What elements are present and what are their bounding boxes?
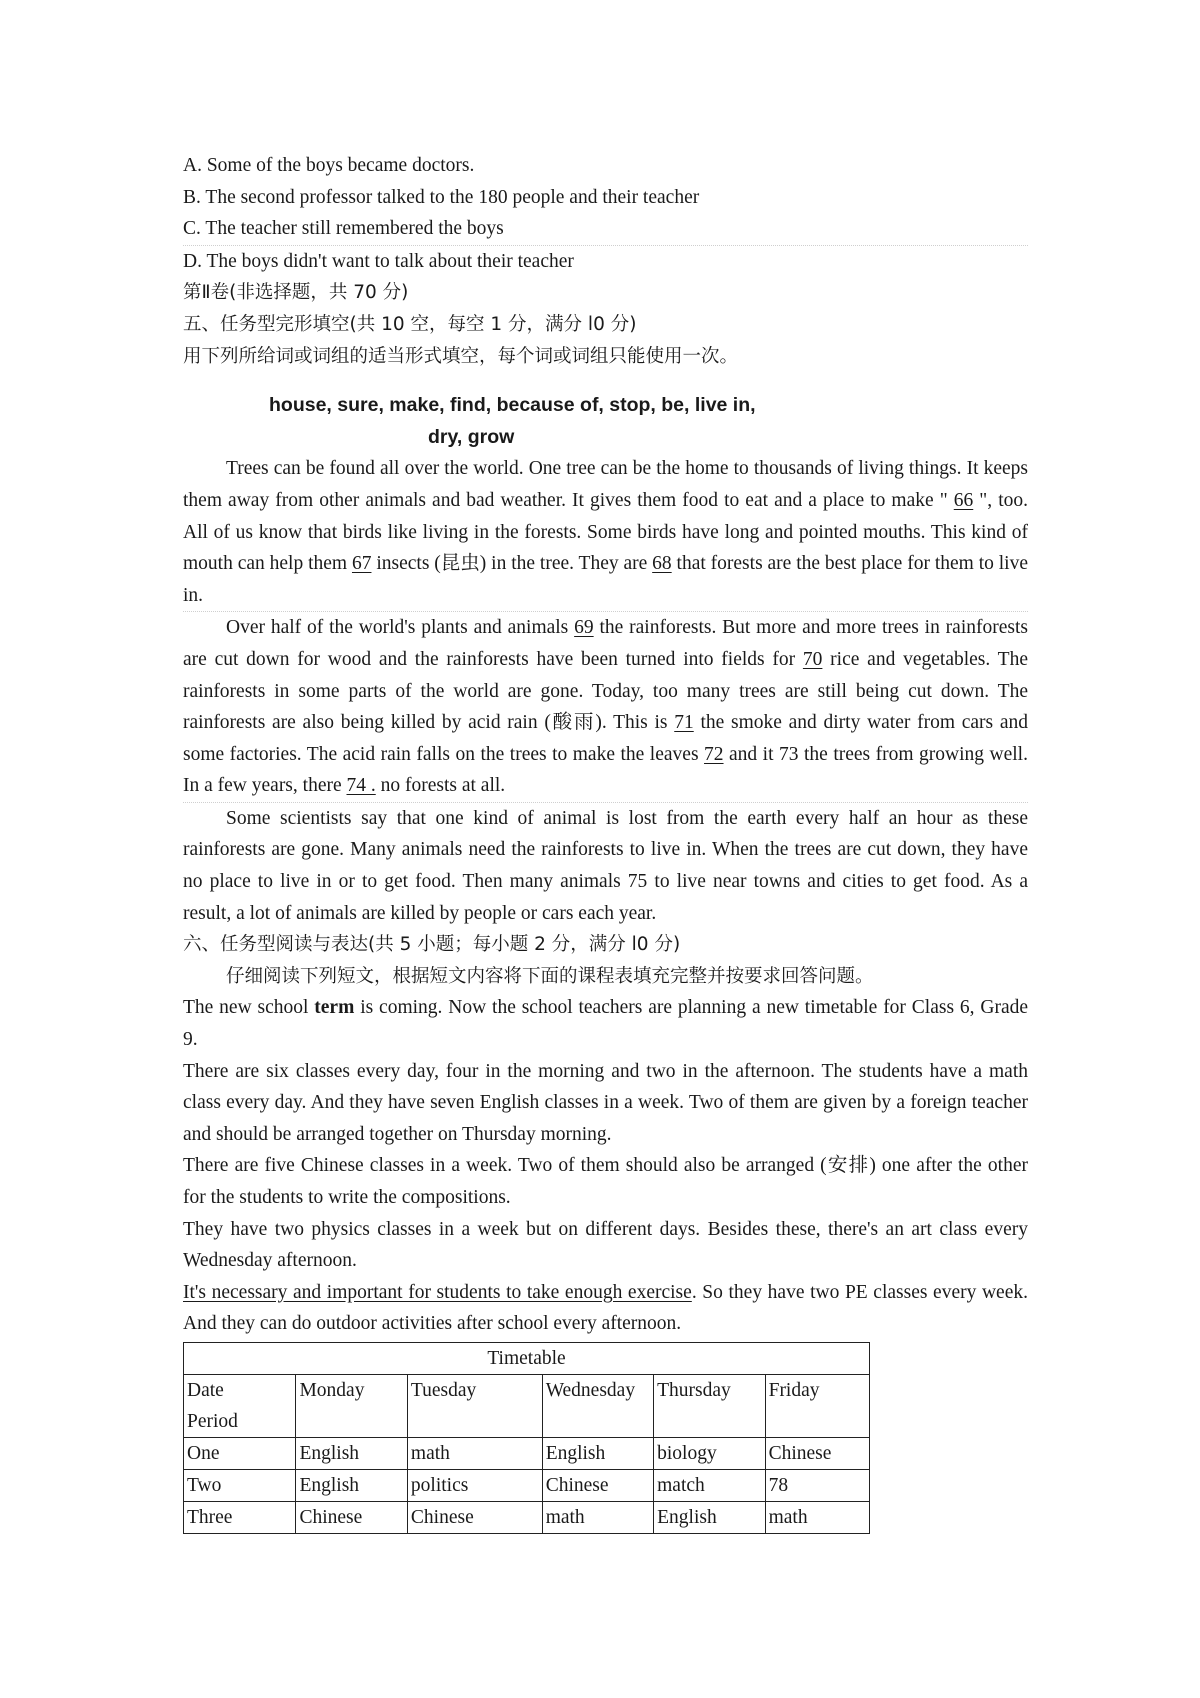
p2-text-1: Over half of the world's plants and animals bbox=[226, 617, 575, 639]
timetable-row bbox=[184, 1469, 870, 1501]
cloze-paragraph-3: Some scientists say that one kind of animal is lost from the earth every half an hour as these rainforests are gone. Many animals need the rainforests to live in. When the trees are cut down, they have no place to live in or to get food. Then many animals 75 to live near towns and cities to get food. As a result, a lot of animals are killed by people or cars each year. bbox=[183, 802, 1028, 929]
timetable-title-row bbox=[184, 1342, 870, 1374]
corner-date-label: Date bbox=[187, 1379, 224, 1401]
reading-paragraph-1 bbox=[183, 992, 1028, 1055]
blank-66: 66 bbox=[953, 489, 974, 511]
exam-page bbox=[183, 150, 1028, 1534]
r1-text-2: is coming. Now the school teachers are planning a new timetable for Class 6, Grade 9. bbox=[183, 997, 1029, 1051]
p1-text-4: that forests are the best place for them to live in. bbox=[183, 553, 1028, 606]
day-header: Wednesday bbox=[542, 1374, 653, 1437]
reading-paragraph-5 bbox=[183, 1277, 1028, 1340]
section6-title: 六、任务型阅读与表达(共 5 小题；每小题 2 分，满分 l0 分) bbox=[183, 934, 681, 956]
r1-text-1: The new school bbox=[183, 997, 315, 1019]
timetable-cell: politics bbox=[407, 1469, 542, 1501]
option-a: A. Some of the boys became doctors. bbox=[183, 155, 475, 176]
r5-underlined-sentence: It's necessary and important for students to take enough exercise bbox=[183, 1281, 692, 1303]
word-bank-line-1: house, sure, make, find, because of, stop, be, live in, bbox=[269, 394, 756, 417]
day-header: Tuesday bbox=[407, 1374, 542, 1437]
blank-71: 71 bbox=[674, 712, 694, 734]
timetable-cell: English bbox=[296, 1469, 407, 1501]
option-d: D. The boys didn't want to talk about their teacher bbox=[183, 250, 574, 272]
timetable bbox=[183, 1342, 870, 1534]
timetable-corner-cell bbox=[184, 1374, 296, 1437]
blank-68: 68 bbox=[652, 553, 672, 575]
day-header: Monday bbox=[296, 1374, 407, 1437]
timetable-row bbox=[184, 1501, 870, 1533]
reading-paragraph-4: They have two physics classes in a week but on different days. Besides these, there's an art class every Wednesday afternoon. bbox=[183, 1218, 1028, 1272]
p1-text-3: insects (昆虫) in the tree. They are bbox=[371, 553, 653, 575]
period-label: One bbox=[184, 1437, 296, 1469]
p2-text-4: the smoke and dirty water from cars and some factories. The acid rain falls on the trees to make the leaves bbox=[183, 712, 1028, 765]
timetable-cell: 78 bbox=[765, 1469, 869, 1501]
period-label: Three bbox=[184, 1501, 296, 1533]
day-header: Friday bbox=[765, 1374, 869, 1437]
timetable-cell: Chinese bbox=[296, 1501, 407, 1533]
p1-text-2: ", too. All of us know that birds like living in the forests. Some birds have long and pointed mouths. This kind of mouth can help them bbox=[183, 489, 1028, 575]
blank-67: 67 bbox=[351, 553, 372, 575]
r5-text: . So they have two PE classes every week. And they can do outdoor activities after school every afternoon. bbox=[183, 1281, 1028, 1335]
word-bank-line-2: dry, grow bbox=[428, 425, 515, 448]
r1-bold-term: term bbox=[314, 997, 355, 1019]
timetable-header-row bbox=[184, 1374, 870, 1437]
option-c: C. The teacher still remembered the boys bbox=[183, 213, 1028, 246]
timetable-cell: English bbox=[296, 1437, 407, 1469]
timetable-cell: Chinese bbox=[542, 1469, 653, 1501]
option-b: B. The second professor talked to the 180 people and their teacher bbox=[183, 186, 700, 208]
cloze-paragraph-1 bbox=[183, 453, 1028, 611]
section5-instruction: 用下列所给词或词组的适当形式填空，每个词或词组只能使用一次。 bbox=[183, 345, 739, 367]
timetable-cell: math bbox=[542, 1501, 653, 1533]
blank-74: 74 . bbox=[346, 775, 376, 797]
section6-instruction: 仔细阅读下列短文，根据短文内容将下面的课程表填充完整并按要求回答问题。 bbox=[226, 965, 874, 987]
p2-text-2: the rainforests. But more and more trees in rainforests are cut down for wood and the rainforests have been turned into fields for bbox=[183, 617, 1028, 670]
reading-paragraph-3: There are five Chinese classes in a week. Two of them should also be arranged (安排) one after the other for the students to write the compositions. bbox=[183, 1155, 1028, 1208]
timetable-cell: English bbox=[542, 1437, 653, 1469]
timetable-cell: match bbox=[654, 1469, 765, 1501]
section5-title: 五、任务型完形填空(共 10 空，每空 1 分，满分 l0 分) bbox=[183, 313, 637, 335]
period-label: Two bbox=[184, 1469, 296, 1501]
timetable-title: Timetable bbox=[184, 1342, 870, 1374]
p1-text-1: Trees can be found all over the world. One tree can be the home to thousands of living things. It keeps them away from other animals and bad weather. It gives them food to eat and a place to make " bbox=[183, 458, 1028, 511]
reading-paragraph-2: There are six classes every day, four in the morning and two in the afternoon. The students have a math class every day. And they have seven English classes in a week. Two of them are given by a foreign teacher and should be arranged together on Thursday morning. bbox=[183, 1060, 1028, 1145]
p2-text-6: no forests at all. bbox=[375, 775, 506, 797]
timetable-cell: biology bbox=[654, 1437, 765, 1469]
timetable-cell: math bbox=[765, 1501, 869, 1533]
blank-70: 70 bbox=[802, 648, 823, 670]
timetable-row bbox=[184, 1437, 870, 1469]
blank-69: 69 bbox=[574, 617, 594, 639]
word-bank bbox=[183, 390, 1028, 453]
section2-title: 第Ⅱ卷(非选择题，共 70 分) bbox=[183, 282, 409, 304]
corner-period-label: Period bbox=[187, 1410, 238, 1432]
blank-72: 72 bbox=[704, 743, 724, 765]
timetable-cell: math bbox=[407, 1437, 542, 1469]
timetable-cell: Chinese bbox=[765, 1437, 869, 1469]
cloze-paragraph-2 bbox=[183, 611, 1028, 802]
p2-text-3: rice and vegetables. The rainforests in some parts of the world are gone. Today, too many trees are still being cut down. The rainforests are also being killed by acid rain (酸雨). This is bbox=[183, 648, 1028, 734]
p2-text-5: and it 73 the trees from growing well. In a few years, there bbox=[183, 743, 1028, 797]
day-header: Thursday bbox=[654, 1374, 765, 1437]
timetable-cell: Chinese bbox=[407, 1501, 542, 1533]
timetable-cell: English bbox=[654, 1501, 765, 1533]
